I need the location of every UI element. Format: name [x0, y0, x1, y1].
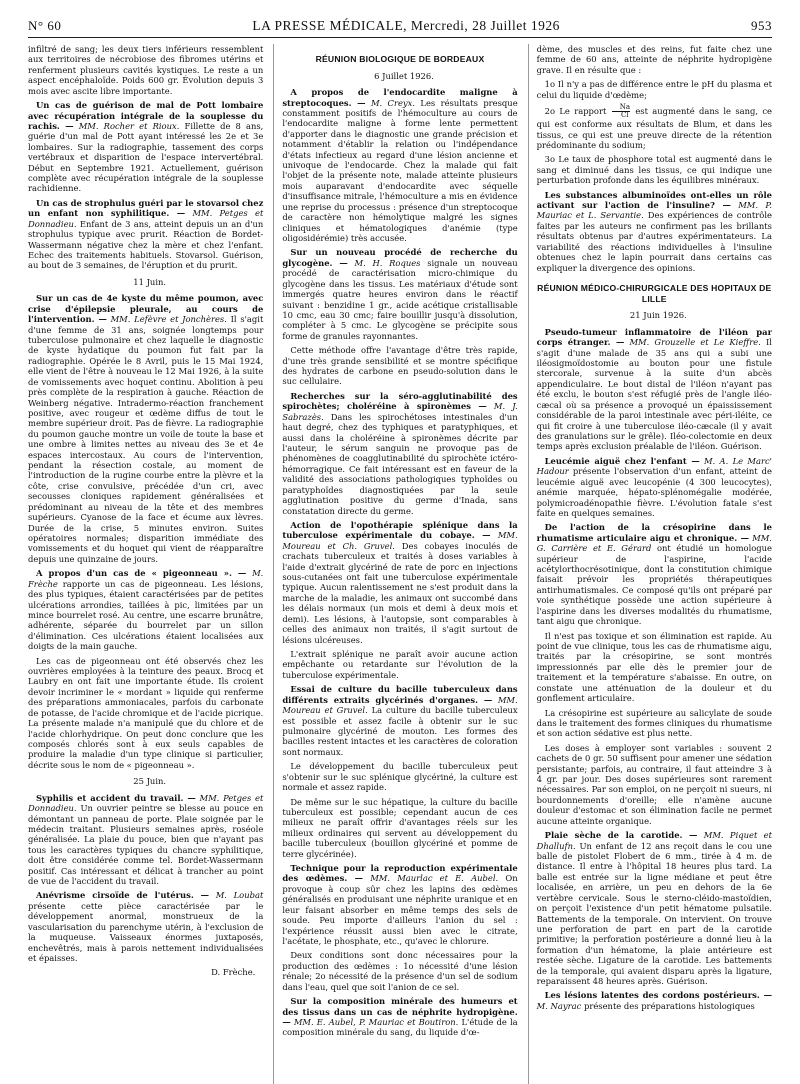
list-item [537, 104, 772, 150]
journal-title: LA PRESSE MÉDICALE, Mercredi, 28 Juillet 1926 [252, 18, 560, 33]
article [537, 327, 772, 452]
article-title: Anévrisme cirsoïde de l'utérus. — [36, 890, 210, 901]
article [28, 890, 263, 963]
paragraph: infiltré de sang; les deux tiers inférieurs ressemblent aux territoires de nécrobiose des fibromes utérins et renferment plusieurs cavités kystiques. Le reste a un aspect encéphaloïde. Poids 600 gr. Évolution depuis 3 mois avec ascite libre importante. [28, 44, 264, 96]
article-authors: M. J. Sabrazès. [282, 401, 518, 422]
article-text: présente des préparations histologiques [583, 1000, 755, 1011]
session-date: 6 Juillet 1926. [374, 70, 434, 81]
article [282, 684, 517, 757]
ratio-text: est augmenté dans le sang, ce qui est conforme aux résultats de Blum, et dans les tissus, ce qui est une preuve directe de la rétention prédominante du sodium; [536, 106, 772, 150]
article-title: Sur la composition minérale des humeurs et des tissus dans un cas de néphrite hydropigène. — [282, 996, 518, 1027]
article-title: Action de l'opothérapie splénique dans la tuberculose expérimentale du cobaye. — [282, 519, 518, 541]
article-title: Les substances albuminoïdes ont-elles un rôle activant sur l'action de l'insuline? — [536, 189, 772, 211]
session-date: 21 Juin 1926. [629, 310, 687, 321]
article-title: Sur un cas de 4e kyste du même poumon, avec crise d'épilepsie pleurale, au cours de l'intervention. — [28, 293, 264, 325]
na-cl-fraction [612, 104, 630, 119]
article-authors: MM. Moureau et Gruvel. [282, 694, 518, 716]
column-1 [28, 44, 263, 1084]
article-title: A propos d'un cas de « pigeonneau ». — [36, 568, 247, 579]
article-authors: MM. Grouzelle et Le Kieffre. [629, 337, 761, 348]
fraction-numerator: Na [612, 104, 630, 112]
article-text: ont étudié un homologue supérieur de l'aspirine, l'acide acétylorthocrésotinique, dont la constitution chimique faisait prévoir les propriétés thérapeutiques antirhumatismales. Ce composé qu'ils ont préparé par voie synthétique possède une action supérieure à l'aspirine dans les diverses modalités du rhumatisme, tant aigu que chronique. [536, 543, 772, 627]
session-date: 11 Juin. [133, 276, 167, 287]
article-text: Des cobayes inoculés de crachats tuberculeux et traités à doses variables à l'aide d'extrait glycériné de rate de porc en injections sous-cutanées ont fait une tuberculose expérimentale typique. Aucun ralentissement ne s'est produit dans la marche de la maladie, les animaux ont succombé dans les délais normaux (un mois et demi à deux mois et demi). Les lésions, à l'autopsie, sont comparables à celles des animaux non traités, il s'agit surtout de lésions ulcéreuses. [282, 540, 518, 645]
article-authors: MM. G. Carrière et E. Gérard [536, 532, 772, 554]
columns [28, 44, 772, 1084]
paragraph: L'extrait splénique ne paraît avoir aucune action empêchante ou retardante sur l'évolution de la tuberculose expérimentale. [282, 649, 518, 680]
article-authors: MM. E. Aubel, P. Mauriac et Boutiron. [293, 1016, 459, 1027]
article-text: On provoque à coup sûr chez les lapins des œdèmes généralisés en produisant une néphrite uranique et en leur faisant absorber en même temps des sels de soude. Peu importe d'ailleurs l'anion du sel : l'expérience réussit aussi bien avec le citrate, l'acétate, le phosphate, etc., qu'avec le chlorure. [282, 873, 518, 946]
article-authors: M. Creyx. [370, 97, 416, 108]
article-title: Sur un nouveau procédé de recherche du glycogène. — [282, 247, 518, 268]
article-title: Un cas de guérison de mal de Pott lombaire avec récupération intégrale de la souplesse du rachis. — [28, 100, 264, 131]
article-title: Les lésions latentes des cordons postérieurs. — [544, 990, 772, 1001]
article-text: présente l'observation d'un enfant, atteint de leucémie aiguë avec leucopénie (4 300 leucocytes), anémie marquée, hépato-splénomégalie modérée, polymicroadénopathie fièvre. L'évolution fatale s'est faite en quelques semaines. [536, 466, 772, 518]
signature: D. Frèche. [211, 967, 256, 978]
article-authors: M. Frèche [28, 568, 264, 589]
paragraph: Deux conditions sont donc nécessaires pour la production des œdèmes : 1o nécessité d'une lésion rénale; 2o nécessité de la présence d'un sel de sodium dans l'eau, quel que soit l'anion de ce sel. [282, 950, 518, 992]
article-text: rapporte un cas de pigeonneau. Les lésions, des plus typiques, étaient caractérisées par de petites ulcérations arrondies, taillées à pic, limitées par un mince bourrelet rosé. Au centre, une escarre brunâtre, adhérente, séparée du bourrelet par un sillon d'élimination. Ces ulcérations étaient localisées aux doigts de la main gauche. [28, 578, 264, 652]
article-authors: MM. Moureau et Ch. Gruvel. [282, 530, 518, 551]
article-authors: MM. Petges et Donnadieu. [28, 208, 264, 229]
article-title: Syphilis et accident du travail. — [36, 792, 196, 803]
section-heading: RÉUNION MÉDICO-CHIRURGICALE DES HOPITAUX DE LILLE [537, 283, 772, 304]
article-title: Un cas de strophulus guéri par le stovarsol chez un enfant non syphilitique. — [28, 197, 264, 219]
list-item: 1o Il n'y a pas de différence entre le pH du plasma et celui du liquide d'œdème; [536, 79, 772, 100]
article [28, 568, 263, 651]
article-title: Pseudo-tumeur inflammatoire de l'iléon par corps étranger. — [536, 326, 772, 348]
article-text: Un enfant de 12 ans reçoit dans le cou une balle de pistolet Flobert de 6 mm., tirée à 4 m. de distance. Il entre à l'hôpital 18 heures plus tard. La balle est entrée sur la ligne médiane et peut être localisée, en arrière, un peu en dehors de la 6e vertèbre cervicale. Sous le sterno-cléido-mastoïdien, on perçoit l'existence d'un petit hématome pulsatile. Battements de la temporale. On intervient. On trouve une perforation de part en part de la carotide primitive; la perforation postérieure a donné lieu à la formation d'un hématome, la plaie antérieure est restée sèche. Ligature de la carotide. Les battements de la temporale, qui avaient disparu après la ligature, reparaissent 48 heures après. Guérison. [536, 840, 772, 987]
section-heading: RÉUNION BIOLOGIQUE DE BORDEAUX [315, 54, 485, 64]
column-3 [528, 44, 772, 1084]
article-authors: M. Nayrac [536, 1000, 582, 1011]
column-2 [273, 44, 517, 1084]
article-text: Il s'agit d'une malade de 35 ans qui a subi une iléosigmoïdostomie au bouton pour une fistule stercorale, survenue à la suite d'un abcès appendiculaire. Le bout distal de l'iléon n'ayant pas été exclu, le bouton s'est réfugié près de l'angle iléo-cæcal où sa présence a provoqué un épaississement considérable de la paroi intestinale avec péri-iléite, ce qui fit croire à une tuberculose iléo-cæcale (il y avait des granulations sur le grêle). Iléo-colectomie en deux temps après exclusion préalable de l'iléon. Guérison. [536, 337, 772, 452]
article-text: Enfant de 3 ans, atteint depuis un an d'un strophulus typique avec prurit. Réaction de Bordet-Wassermann négative chez la mère et chez l'enfant. Echec des traitements habituels. Stovarsol. Guérison, au bout de 3 semaines, de l'éruption et du prurit. [28, 218, 264, 271]
article-text: L'étude de la composition minérale du sang, du liquide d'œ- [282, 1016, 518, 1038]
session-date: 25 Juin. [133, 776, 167, 787]
article [282, 391, 517, 516]
article-authors: M. Loubat [215, 890, 264, 901]
article-authors: MM. Petges et Donnadieu. [28, 792, 264, 814]
article [537, 990, 772, 1011]
article-authors: MM. Piquet et Dhallufn. [536, 830, 772, 851]
article-authors: MM. Maurlac et E. Aubel. [370, 873, 499, 884]
page-number: 953 [750, 18, 772, 33]
list-item: 3o Le taux de phosphore total est augmenté dans le sang et diminué dans les tissus, ce qui indique une perturbation profonde dans les équilibres minéraux. [536, 154, 772, 186]
article-text: Les résultats presque constamment positifs de l'hémoculture au cours de l'endocardite maligne à forme lente permettent d'apporter dans le diagnostic une grande précision et notamment d'établir la relation ou l'indépendance d'états infectieux au regard d'une lésion ancienne et univoque de l'endocarde. Chez la malade qui fait l'objet de la présente note, malade atteinte plusieurs mois auparavant d'endocardite avec séquelle d'insuffisance mitrale, l'hémoculture a mis en évidence une reprise du processus : présence d'un streptocoque de caractère non hémolytique malgré les signes cliniques et hématologiques d'anémie (type oligosidérémie) très accusée. [282, 97, 518, 243]
paragraph: dème, des muscles et des reins, fut faite chez une femme de 60 ans, atteinte de néphrite hydropigène grave. Il en résulte que : [536, 44, 772, 75]
article-title: Leucémie aiguë chez l'enfant — [544, 455, 700, 466]
article-title: Recherches sur la séro-agglutinabilité des spirochètes; choléréine à spironèmes — [282, 390, 518, 412]
paragraph: La crésopirine est supérieure au salicylate de soude dans le traitement des formes cliniques du rhumatisme et son action sédative est plus nette. [536, 707, 772, 739]
article [282, 996, 517, 1038]
article [28, 100, 263, 194]
article-authors: MM. Rocher et Rioux. [78, 120, 180, 131]
article [282, 247, 517, 341]
article [28, 793, 263, 887]
paragraph: Cette méthode offre l'avantage d'être très rapide, d'une très grande sensibilité et se montre spécifique des hydrates de carbone en pseudo-solution dans le suc cellulaire. [282, 345, 518, 387]
paragraph: Il n'est pas toxique et son élimination est rapide. Au point de vue clinique, tous les cas de rhumatisme aigu, traités par la crésopirine, se sont montrés impressionnés par elle dès le premier jour de traitement et la température s'abaisse. En outre, on constate une atténuation de la douleur et du gonflement articulaire. [536, 630, 772, 704]
article-text: Fillette de 8 ans, guérie d'un mal de Pott ayant intéressé les 2e et 3e lombaires. Sur la radiographie, tassement des corps vertébraux et disparition de l'espace intervertébral. Début en Septembre 1921. Actuellement, guérison complète avec récupération intégrale de la souplesse rachidienne. [28, 120, 264, 194]
article-authors: M. H. Roques [354, 257, 421, 268]
article-text: Dans les spirochétoses intestinales d'un haut degré, chez des typhiques et paratyphiques, et aussi dans la choléréine à spironèmes décrite par l'auteur, le sérum sanguin ne provoque pas de phénomènes de coagglutinabilité du spirochète ictéro-hémorragique. Ce fait intéressant est en faveur de la validité des associations pathologiques typhoïdes ou paratyphoïdes diagnostiquées par la seule agglutination positive du germe d'Inada, sans constatation directe du germe. [282, 411, 518, 516]
fraction-denominator: Cl [621, 111, 629, 120]
article-authors: MM. Lefèvre et Jonchères. [110, 314, 227, 325]
article [282, 863, 517, 946]
article-text: signale un nouveau procédé de caractérisation micro-chimique du glycogène dans les tissus. Les matériaux d'étude sont immergés quatre heures environ dans le réactif suivant : benzidine 1 gr., acide acétique cristallisable 10 cmc, eau 30 cmc; faire bouillir jusqu'à dissolution, compléter à 5 cmc. Le glycogène se précipite sous forme de granules rayonnantes. [282, 257, 518, 341]
article-text: présente cette pièce caractérisée par le développement anormal, monstrueux de la vascularisation du parenchyme utérin, à l'exclusion de la muqueuse. Vaisseaux énormes juxtaposés, enchevêtrés, mais à parois nettement individualisées et épaisses. [28, 900, 264, 964]
article-title: Essai de culture du bacille tuberculeux dans différents extraits glycérinés d'organes. — [282, 684, 518, 705]
paragraph: Les cas de pigeonneau ont été observés chez les ouvrières employées à la teinture des peaux. Brocq et Laubry en ont fait une importante étude. Ils croient devoir incriminer le « mordant » liquide qui renferme des préparations ammoniacales, parfois du carbonate de potasse, de l'acide chromique et de l'acide picrique. La présente malade n'a manipulé que du chlore et de l'acide chlorhydrique. On peut donc conclure que les composés chlorés sont à eux seuls capables de produire la maladie d'un type clinique si particulier, décrite sous le nom de « pigeonneau ». [28, 655, 264, 770]
article-authors: M. A. Le Marc' Hadour [536, 455, 772, 477]
paragraph: De même sur le suc hépatique, la culture du bacille tuberculeux est possible; cependant aucun de ces milieux ne paraît offrir d'avantages réels sur les milieux ordinaires qui servent au développement du bacille tuberculeux (bouillon glycériné et pomme de terre glycérinée). [282, 796, 518, 859]
article-text: La culture du bacille tuberculeux est possible et assez facile à obtenir sur le suc pulmonaire glycériné de mouton. Les formes des bacilles restent intactes et les caractères de coloration sont normaux. [282, 705, 518, 757]
article-title: Technique pour la reproduction expérimentale des œdèmes. — [282, 863, 518, 884]
article-title: Plaie sèche de la carotide. — [544, 830, 698, 841]
issue-number: N° 60 [28, 18, 62, 33]
article [537, 830, 772, 986]
article [28, 293, 263, 564]
article-title: A propos de l'endocardite maligne à streptocoques. — [282, 87, 518, 108]
paragraph: Le développement du bacille tuberculeux peut s'obtenir sur le suc splénique glycériné, la culture est normale et assez rapide. [282, 761, 518, 793]
article-text: Il s'agit d'une femme de 31 ans, soignée longtemps pour tuberculose pulmonaire et chez laquelle le diagnostic de kyste hydatique du poumon fut fait par la radiographie. Opérée le 8 Avril, puis le 15 Mai 1924, elle vient de l'être à nouveau le 12 Mai 1926, à la suite de vomissements avec hoquet continu. Abolition à peu près complète de la respiration à gauche. Réaction de Weinberg négative. Intradermo-réaction franchement positive, avec rougeur et œdème diffus de tout le membre supérieur droit. Pas de fièvre. La radiographie du poumon gauche montre un voile de toute la base et une ombre à limites nettes au niveau des 3e et 4e espaces intercostaux. Au cours de l'intervention, pendant la résection costale, au moment de l'introduction de la rugine courbe entre la plèvre et la côte, crise convulsive, précédée d'un cri, avec secousses cloniques rapidement généralisées et prédominant au niveau de la tête et des membres supérieurs. Cyanose de la face et écume aux lèvres. Durée de la crise, 5 minutes environ. Suites opératoires normales; disparition immédiate des vomissements et du hoquet qui vient de réapparaître depuis une quinzaine de jours. [28, 314, 264, 564]
article-authors: MM. P. Mauriac et L. Servantie. [536, 200, 772, 221]
article [537, 190, 772, 273]
running-header [28, 18, 772, 38]
article-text: Des expériences de contrôle faites par les auteurs ne confirment pas les brillants résultats obtenus par d'autres expérimentateurs. La variabilité des réactions individuelles à l'insuline obtenues chez le lapin pourrait dans certains cas expliquer la divergence des opinions. [536, 210, 772, 273]
article [537, 522, 772, 626]
paragraph: Les doses à employer sont variables : souvent 2 cachets de 0 gr. 50 suffisent pour amener une sédation persistante; parfois, au contraire, il faut atteindre 3 à 4 gr. par jour. Des doses supérieures sont rarement nécessaires. Par son emploi, on ne perçoit ni sueurs, ni bourdonnements d'oreille; elle n'amène aucune douleur d'estomac et son élimination facile ne permet aucune atteinte organique. [536, 742, 772, 826]
article-text: Un ouvrier peintre se blesse au pouce en démontant un panneau de porte. Plaie soignée par le médecin traitant. Plusieurs semaines après, roséole généralisée. La plaie du pouce, bien que n'ayant pas tous les caractères typiques du chancre syphilitique, doit être considérée comme tel. Bordet-Wassermann positif. Cas intéressant et délicat à trancher au point de vue de l'accident du travail. [28, 803, 264, 887]
article [28, 198, 263, 271]
ratio-lead: 2o Le rapport [544, 106, 607, 117]
article [282, 520, 517, 645]
article-title: De l'action de la crésopirine dans le rhumatisme articulaire aigu et chronique. — [536, 522, 772, 543]
article [537, 456, 772, 519]
article [282, 87, 517, 243]
